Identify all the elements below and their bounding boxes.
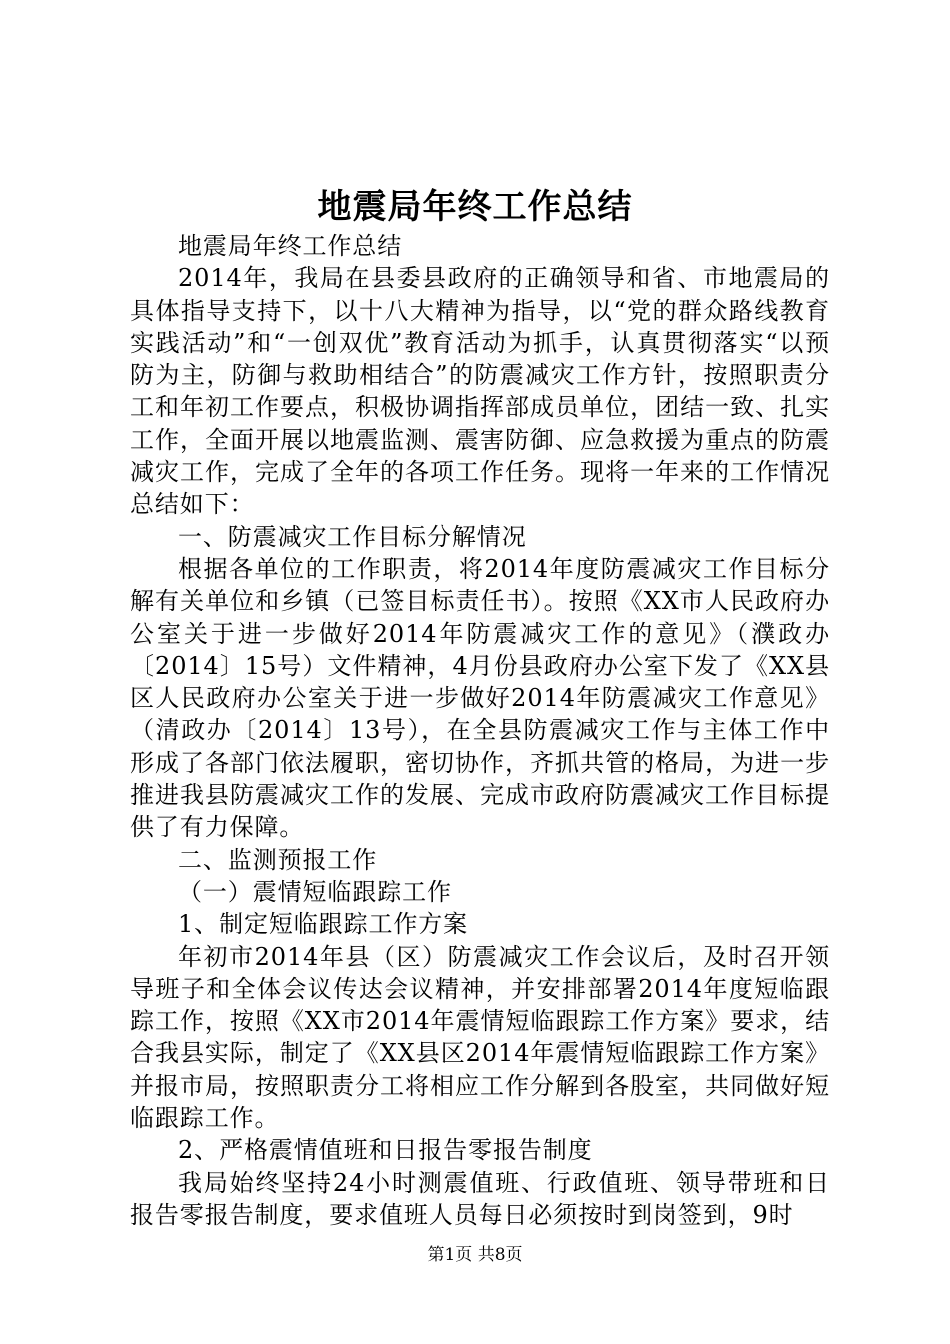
- section-heading-2: 二、监测预报工作: [178, 845, 378, 874]
- paragraph-item-1: 年初市2014年县（区）防震减灾工作会议后，及时召开领导班子和全体会议传达会议精神，并安排部署2014年度短临跟踪工作，按照《XX市2014年震情短临跟踪工作方案》要求，结合我县实际，制定了《XX县区2014年震情短临跟踪工作方案》并报市局，按照职责分工将相应工作分解到各股室，共同做好短临跟踪工作。: [130, 942, 830, 1133]
- paragraph-subtitle: 地震局年终工作总结: [178, 232, 403, 260]
- section-heading-1: 一、防震减灾工作目标分解情况: [178, 522, 527, 551]
- page-footer: 第1页 共8页: [427, 1245, 523, 1265]
- paragraph-intro: 2014年，我局在县委县政府的正确领导和省、市地震局的具体指导支持下，以十八大精神为指导，以“党的群众路线教育实践活动”和“一创双优”教育活动为抓手，认真贯彻落实“以预防为主，防御与救助相结合”的防震减灾工作方针，按照职责分工和年初工作要点，积极协调指挥部成员单位，团结一致、扎实工作，全面开展以地震监测、震害防御、应急救援为重点的防震减灾工作，完成了全年的各项工作任务。现将一年来的工作情况总结如下：: [130, 264, 830, 519]
- document-title: 地震局年终工作总结: [317, 187, 633, 227]
- paragraph-item-2: 我局始终坚持24小时测震值班、行政值班、领导带班和日报告零报告制度，要求值班人员每日必须按时到岗签到，9时: [130, 1168, 830, 1229]
- item-heading-1: 1、制定短临跟踪工作方案: [178, 910, 469, 939]
- subsection-heading-1: （一）震情短临跟踪工作: [178, 877, 452, 906]
- paragraph-section-1: 根据各单位的工作职责，将2014年度防震减灾工作目标分解有关单位和乡镇（已签目标责任书）。按照《XX市人民政府办公室关于进一步做好2014年防震减灾工作的意见》（濮政办〔2014〕15号）文件精神，4月份县政府办公室下发了《XX县区人民政府办公室关于进一步做好2014年防震减灾工作意见》（清政办〔2014〕13号），在全县防震减灾工作与主体工作中形成了各部门依法履职，密切协作，齐抓共管的格局，为进一步推进我县防震减灾工作的发展、完成市政府防震减灾工作目标提供了有力保障。: [130, 554, 830, 842]
- item-heading-2: 2、严格震情值班和日报告零报告制度: [178, 1136, 593, 1165]
- document-body: [130, 230, 830, 1231]
